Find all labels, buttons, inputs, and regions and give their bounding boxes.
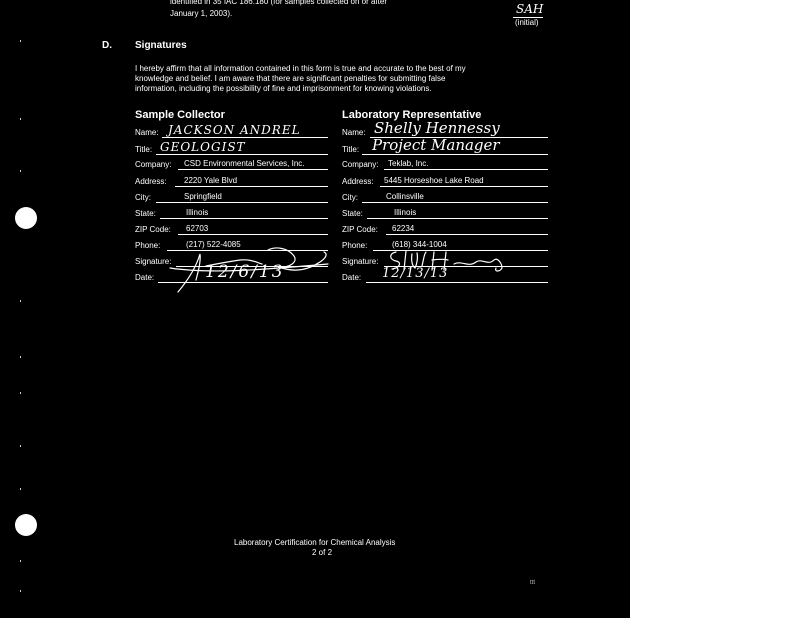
lab-zip-value: 62234	[392, 224, 415, 233]
collector-name-rule	[162, 137, 328, 138]
margin-speck	[20, 392, 21, 394]
lab-city-label: City:	[342, 193, 358, 202]
binder-hole-top	[15, 207, 37, 229]
lab-title-label: Title:	[342, 145, 360, 154]
previous-item-text-line1: identified in 35 IAC 186.180 (for samples collected on or after	[170, 0, 388, 6]
lab-zip-rule	[386, 234, 548, 235]
lab-name-value: Shelly Hennessy	[374, 119, 500, 137]
collector-address-value: 2220 Yale Blvd	[184, 176, 238, 185]
lab-date-value: 12/13/13	[382, 266, 449, 281]
margin-speck	[20, 356, 21, 358]
collector-company-rule	[178, 169, 328, 170]
lab-date-label: Date:	[342, 273, 362, 282]
binder-hole-bottom	[15, 514, 37, 536]
section-letter: D.	[102, 40, 112, 51]
collector-state-rule	[160, 218, 328, 219]
margin-speck	[20, 590, 21, 592]
affirmation-line1: I hereby affirm that all information contained in this form is true and accurate to the best of my	[135, 64, 466, 73]
margin-speck	[20, 488, 21, 490]
collector-city-value: Springfield	[184, 192, 222, 201]
collector-city-rule	[156, 202, 328, 203]
lab-state-rule	[367, 218, 548, 219]
lab-company-label: Company:	[342, 160, 379, 169]
lab-name-label: Name:	[342, 128, 366, 137]
collector-signature-label: Signature:	[135, 257, 172, 266]
collector-zip-value: 62703	[186, 224, 209, 233]
collector-company-value: CSD Environmental Services, Inc.	[184, 159, 305, 168]
collector-address-rule	[175, 186, 328, 187]
margin-speck	[20, 300, 21, 302]
collector-name-value: JACKSON ANDREL	[168, 123, 301, 137]
margin-speck	[20, 118, 21, 120]
lab-company-value: Teklab, Inc.	[388, 159, 429, 168]
initial-label: (initial)	[515, 18, 539, 27]
lab-zip-label: ZIP Code:	[342, 225, 378, 234]
lab-signature-label: Signature:	[342, 257, 379, 266]
affirmation-line2: knowledge and belief. I am aware that there are significant penalties for submitting false	[135, 74, 446, 83]
lab-city-rule	[362, 202, 548, 203]
collector-zip-rule	[178, 234, 328, 235]
margin-speck	[20, 40, 21, 42]
affirmation-line3: information, including the possibility of fine and imprisonment for knowing violations.	[135, 84, 432, 93]
collector-state-label: State:	[135, 209, 156, 218]
collector-phone-label: Phone:	[135, 241, 161, 250]
lab-address-label: Address:	[342, 177, 374, 186]
lab-heading: Laboratory Representative	[342, 109, 482, 121]
lab-date-rule	[366, 282, 548, 283]
collector-name-label: Name:	[135, 128, 159, 137]
collector-heading: Sample Collector	[135, 109, 225, 121]
lab-title-value: Project Manager	[372, 136, 500, 154]
collector-date-label: Date:	[135, 273, 155, 282]
previous-item-text-line2: January 1, 2003).	[170, 9, 233, 18]
collector-company-label: Company:	[135, 160, 172, 169]
lab-address-value: 5445 Horseshoe Lake Road	[384, 176, 484, 185]
section-title: Signatures	[135, 40, 187, 51]
collector-state-value: Illinois	[186, 208, 209, 217]
lab-phone-label: Phone:	[342, 241, 368, 250]
collector-zip-label: ZIP Code:	[135, 225, 171, 234]
lab-address-rule	[380, 186, 548, 187]
collector-title-label: Title:	[135, 145, 153, 154]
collector-title-rule	[156, 154, 328, 155]
margin-speck	[20, 170, 21, 172]
collector-city-label: City:	[135, 193, 151, 202]
footer-document-title: Laboratory Certification for Chemical Analysis	[234, 538, 396, 547]
collector-date-rule	[158, 282, 328, 283]
lab-phone-value: (618) 344-1004	[392, 240, 447, 249]
footer-page-number: 2 of 2	[312, 548, 333, 557]
lab-state-value: Illinois	[394, 208, 417, 217]
lab-state-label: State:	[342, 209, 363, 218]
lab-title-rule	[362, 154, 548, 155]
handwritten-initials: SAH	[516, 2, 544, 16]
collector-phone-value: (217) 522-4085	[186, 240, 241, 249]
lab-company-rule	[384, 169, 548, 170]
collector-address-label: Address:	[135, 177, 167, 186]
margin-speck	[20, 445, 21, 447]
lab-city-value: Collinsville	[386, 192, 424, 201]
collector-date-value: 12/6/13	[205, 262, 285, 282]
collector-title-value: GEOLOGIST	[160, 140, 246, 154]
margin-speck	[20, 560, 21, 562]
footer-mark: ttt	[530, 580, 536, 586]
